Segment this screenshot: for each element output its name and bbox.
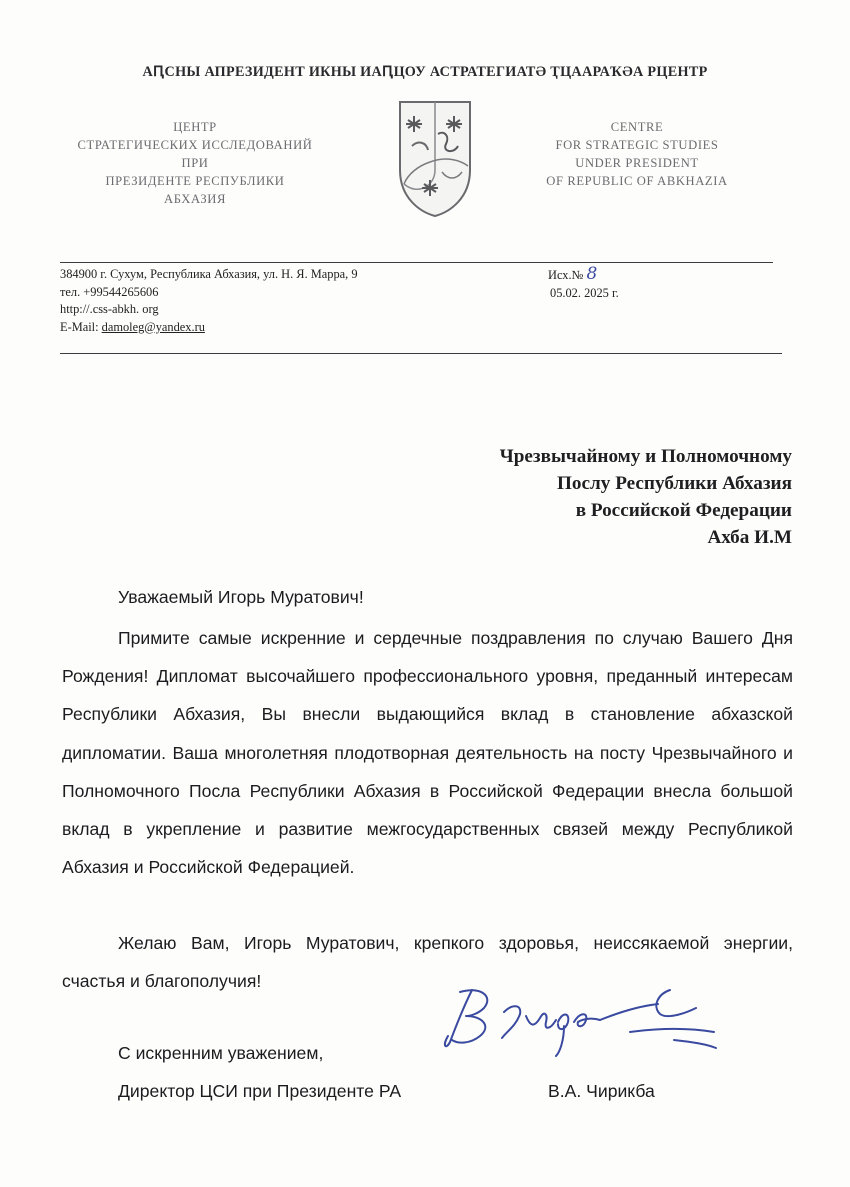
org-en-line: FOR STRATEGIC STUDIES	[555, 138, 719, 152]
org-name-ru	[30, 118, 360, 208]
org-ru-line: ПРЕЗИДЕНТЕ РЕСПУБЛИКИ	[105, 174, 285, 188]
director-name: В.А. Чирикба	[548, 1081, 655, 1101]
abkhazia-coat-of-arms-icon	[398, 100, 472, 218]
paragraph-text: Желаю Вам, Игорь Муратович, крепкого здоровья, неиссякаемой энергии, счастья и благополучия!	[62, 933, 793, 992]
addressee-line: в Российской Федерации	[575, 500, 792, 521]
email-label: E-Mail:	[60, 319, 102, 334]
website-text[interactable]: http://.css-abkh. org	[60, 302, 159, 317]
org-ru-line: ПРИ	[181, 156, 209, 170]
ref-label: Исх.№	[548, 268, 584, 282]
addressee-line: Ахба И.М	[707, 527, 792, 548]
header-divider	[60, 262, 773, 263]
contact-info	[60, 266, 358, 336]
org-ru-line: ЦЕНТР	[173, 120, 217, 134]
email-link[interactable]: damoleg@yandex.ru	[101, 319, 205, 334]
salutation: Уважаемый Игорь Муратович!	[118, 587, 364, 607]
ref-date: 05.02. 2025 г.	[550, 285, 619, 300]
org-en-line: UNDER PRESIDENT	[575, 156, 699, 170]
email-line	[60, 319, 358, 337]
top-title: АԤСНЫ АПРЕЗИДЕНТ ИКНЫ ИАԤЦОУ АСТРАТЕГИАТӘ ҬЦААРАҠӘА РЦЕНТР	[142, 64, 708, 80]
signature-image	[430, 982, 730, 1062]
org-en-line: OF REPUBLIC OF ABKHAZIA	[546, 174, 728, 188]
addressee-line: Послу Республики Абхазия	[557, 473, 792, 494]
org-ru-line: СТРАТЕГИЧЕСКИХ ИССЛЕДОВАНИЙ	[77, 138, 313, 152]
body-paragraph	[62, 619, 793, 886]
org-ru-line: АБХАЗИЯ	[164, 192, 226, 206]
org-name-en	[502, 118, 772, 190]
director-title: Директор ЦСИ при Президенте РА	[118, 1081, 402, 1101]
addressee-block	[500, 443, 792, 551]
outgoing-reference	[548, 266, 619, 302]
phone-text: тел. +99544265606	[60, 284, 159, 299]
addressee-line: Чрезвычайному и Полномочному	[499, 446, 792, 467]
org-en-line: CENTRE	[610, 120, 664, 134]
closing-text: С искренним уважением,	[118, 1043, 324, 1063]
address-text: 384900 г. Сухум, Республика Абхазия, ул. Н. Я. Марра, 9	[60, 267, 358, 281]
ref-number: 8	[586, 264, 598, 284]
contact-divider	[60, 353, 782, 354]
paragraph-text: Примите самые искренние и сердечные поздравления по случаю Вашего Дня Рождения! Дипломат высочайшего профессионального уровня, преданный интересам Республики Абхазия, Вы внесли выдающийся вклад в становление абхазской дипломатии. Ваша многолетняя плодотворная деятельность на посту Чрезвычайного и Полномочного Посла Республики Абхазия в Российской Федерации внесла большой вклад в укрепление и развитие межгосударственных связей между Республикой Абхазия и Российской Федерацией.	[62, 628, 793, 878]
